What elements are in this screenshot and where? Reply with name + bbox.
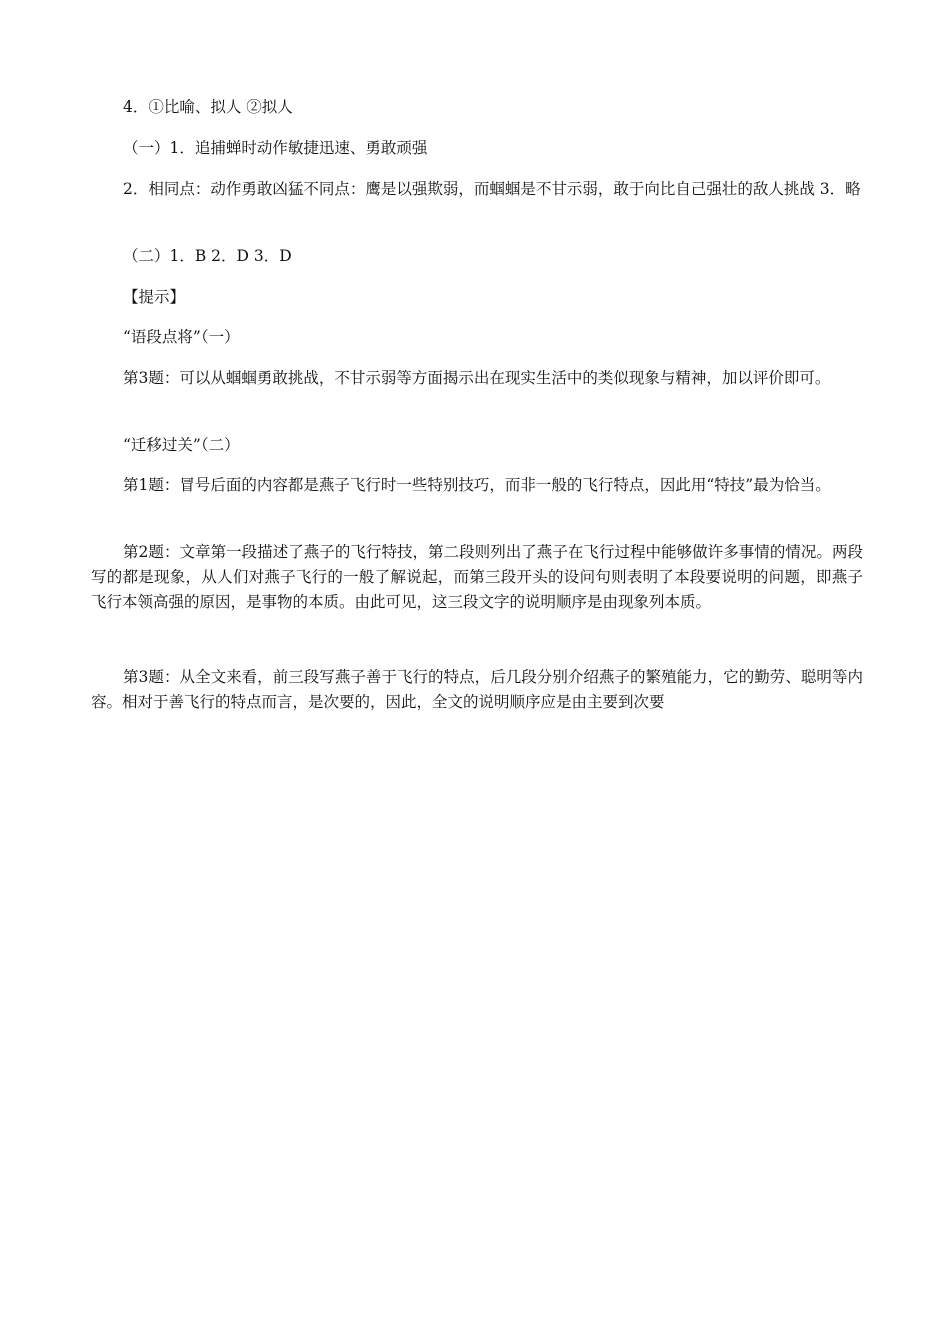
hint-subheading-2: “迁移过关”（二）	[123, 436, 240, 454]
answer-section-2: （二）1．B 2．D 3．D	[123, 247, 292, 265]
answer-section-1-q1: （一）1．追捕蝉时动作敏捷迅速、勇敢顽强	[123, 139, 428, 157]
answer-section-1-q2-q3: 2．相同点：动作勇敢凶猛不同点：鹰是以强欺弱，而蝈蝈是不甘示弱，敢于向比自己强壮的敌人挑战 3．略	[123, 180, 861, 198]
hint-heading: 【提示】	[123, 288, 186, 306]
hint-paragraph-3: 第2题：文章第一段描述了燕子的飞行特技，第二段则列出了燕子在飞行过程中能够做许多事情的情况。两段写的都是现象，从人们对燕子飞行的一般了解说起，而第三段开头的设问句则表明了本段要说明的问题，即燕子飞行本领高强的原因，是事物的本质。由此可见，这三段文字的说明顺序是由现象列本质。	[91, 543, 863, 611]
hint-paragraph-2: 第1题：冒号后面的内容都是燕子飞行时一些特别技巧，而非一般的飞行特点，因此用“特技”最为恰当。	[123, 476, 831, 494]
hint-paragraph-1: 第3题：可以从蝈蝈勇敢挑战，不甘示弱等方面揭示出在现实生活中的类似现象与精神，加以评价即可。	[123, 369, 831, 387]
hint-paragraph-4: 第3题：从全文来看，前三段写燕子善于飞行的特点，后几段分别介绍燕子的繁殖能力，它的勤劳、聪明等内容。相对于善飞行的特点而言，是次要的，因此，全文的说明顺序应是由主要到次要	[91, 668, 863, 711]
hint-subheading-1: “语段点将”（一）	[123, 328, 240, 346]
answer-4: 4．①比喻、拟人 ②拟人	[123, 98, 293, 116]
